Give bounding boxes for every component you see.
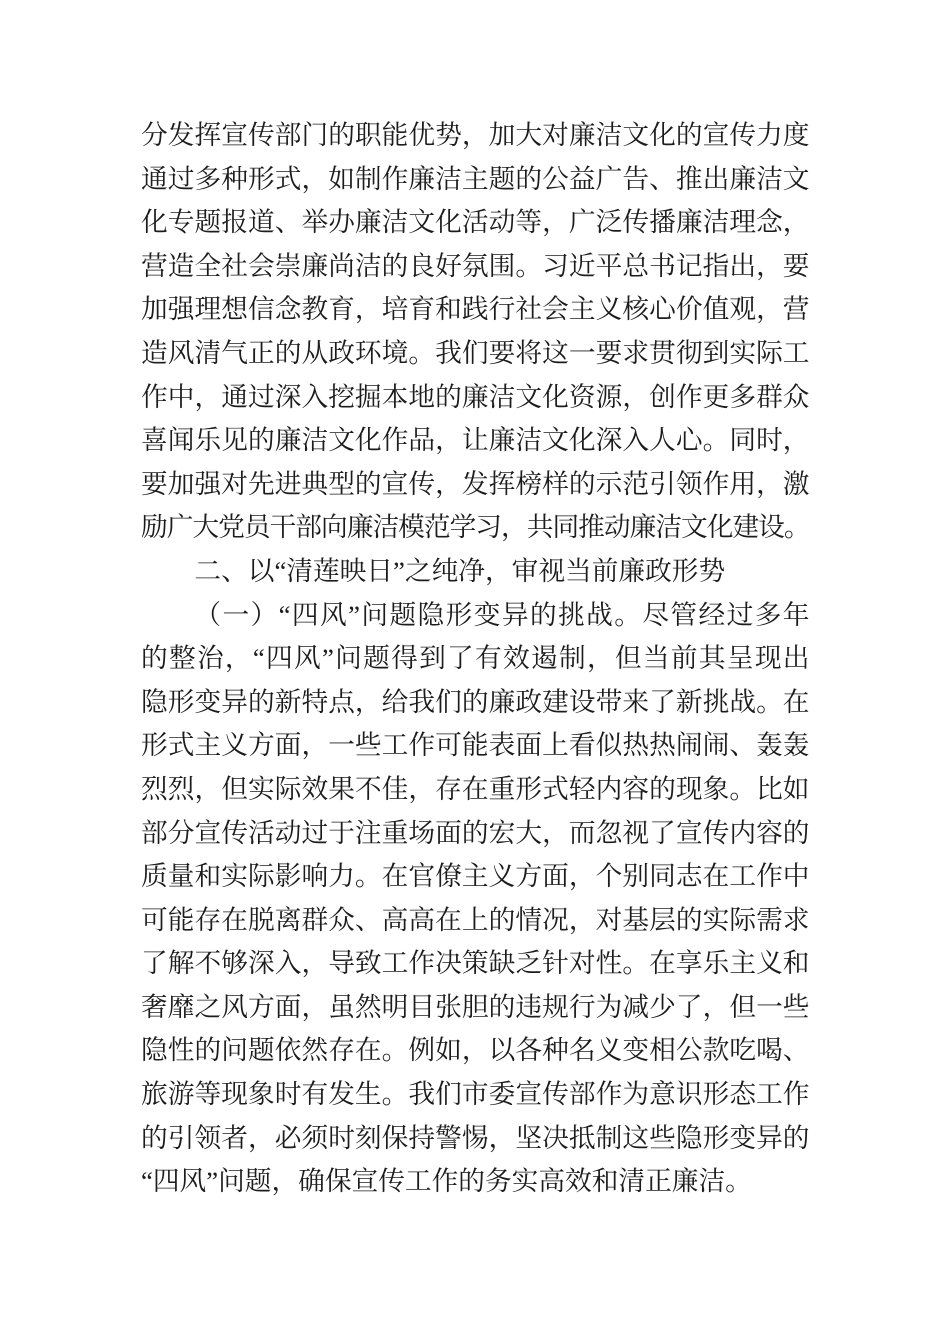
- subsection-heading-line: （一）“四风”问题隐形变异的挑战。尽管经过多年: [194, 599, 809, 630]
- body-line: 可能存在脱离群众、高高在上的情况，对基层的实际需求: [141, 904, 809, 935]
- body-line: 了解不够深入，导致工作决策缺乏针对性。在享乐主义和: [141, 948, 809, 979]
- body-line: 作中，通过深入挖掘本地的廉洁文化资源，创作更多群众: [141, 381, 809, 412]
- body-line: 分发挥宣传部门的职能优势，加大对廉洁文化的宣传力度: [141, 120, 809, 150]
- body-line: 营造全社会崇廉尚洁的良好氛围。习近平总书记指出，要: [141, 250, 809, 281]
- text-block: [141, 114, 809, 1204]
- body-line: 旅游等现象时有发生。我们市委宣传部作为意识形态工作: [141, 1079, 809, 1110]
- body-line: 烈烈，但实际效果不佳，存在重形式轻内容的现象。比如: [141, 773, 809, 804]
- body-line: 造风清气正的从政环境。我们要将这一要求贯彻到实际工: [141, 337, 809, 368]
- body-line: 喜闻乐见的廉洁文化作品，让廉洁文化深入人心。同时，: [141, 425, 809, 456]
- body-line: 加强理想信念教育，培育和践行社会主义核心价值观，营: [141, 294, 809, 325]
- body-line: 通过多种形式，如制作廉洁主题的公益广告、推出廉洁文: [141, 163, 809, 194]
- body-line: 励广大党员干部向廉洁模范学习，共同推动廉洁文化建设。: [141, 512, 809, 543]
- body-line: 奢靡之风方面，虽然明目张胆的违规行为减少了，但一些: [141, 991, 809, 1022]
- body-line: 质量和实际影响力。在官僚主义方面，个别同志在工作中: [141, 861, 809, 892]
- body-line: 要加强对先进典型的宣传，发挥榜样的示范引领作用，激: [141, 468, 809, 499]
- body-line: 隐性的问题依然存在。例如，以各种名义变相公款吃喝、: [141, 1035, 809, 1066]
- body-line: 部分宣传活动过于注重场面的宏大，而忽视了宣传内容的: [141, 817, 809, 848]
- body-line: 的整治，“四风”问题得到了有效遏制，但当前其呈现出: [141, 643, 809, 674]
- body-line: “四风”问题，确保宣传工作的务实高效和清正廉洁。: [141, 1166, 752, 1197]
- body-line: 化专题报道、举办廉洁文化活动等，广泛传播廉洁理念，: [141, 207, 809, 238]
- section-heading: 二、以“清莲映日”之纯净，审视当前廉政形势: [194, 555, 726, 586]
- body-line: 的引领者，必须时刻保持警惕，坚决抵制这些隐形变异的: [141, 1122, 809, 1153]
- body-line: 形式主义方面，一些工作可能表面上看似热热闹闹、轰轰: [141, 730, 809, 761]
- body-line: 隐形变异的新特点，给我们的廉政建设带来了新挑战。在: [141, 686, 809, 717]
